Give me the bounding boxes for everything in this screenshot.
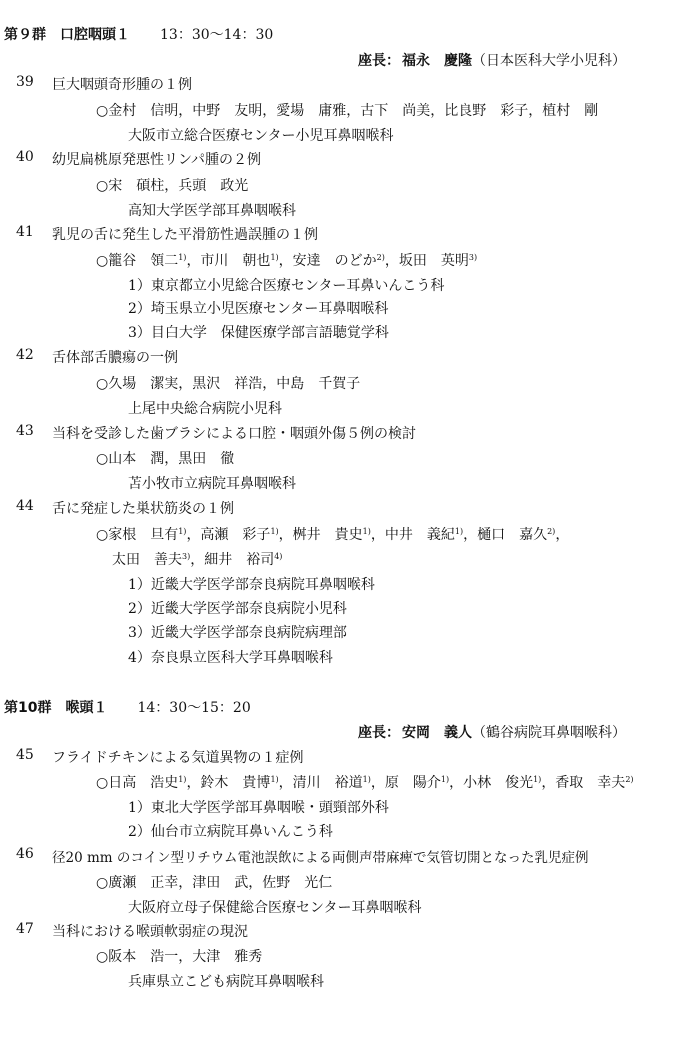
paper-authors: ○宋 碩柱，兵頭 政光 (96, 178, 249, 194)
paper-title: 当科における喉頭軟弱症の現況 (52, 924, 248, 940)
paper-number: 41 (16, 224, 34, 240)
chair-name: 安岡 義人 (402, 725, 472, 741)
paper-authors: 太田 善夫$^{3)}$，細井 裕司$^{4)}$ (112, 552, 283, 568)
paper-number: 42 (16, 347, 34, 363)
paper-affiliation: 1）東北大学医学部耳鼻咽喉・頭頸部外科 (128, 800, 389, 816)
paper-title: 乳児の舌に発生した平滑筋性過誤腫の１例 (52, 227, 318, 243)
chair-label: 座長： (358, 725, 400, 741)
paper-affiliation: 2）近畿大学医学部奈良病院小児科 (128, 601, 347, 617)
session-title: 口腔咽頭１ (60, 27, 130, 43)
paper-authors: ○日高 浩史$^{1)}$，鈴木 貴博$^{1)}$，清川 裕道$^{1)}$，原 陽介$^{1)}$，小林 俊光$^{1)}$，香取 幸夫$^{2)}$ (96, 775, 634, 791)
paper-affiliation: 大阪府立母子保健総合医療センター耳鼻咽喉科 (128, 900, 422, 916)
chairperson (358, 50, 626, 70)
chair-affiliation: （鶴谷病院耳鼻咽喉科） (472, 725, 626, 741)
paper-number: 46 (16, 846, 34, 862)
paper-affiliation: 大阪市立総合医療センター小児耳鼻咽喉科 (128, 128, 394, 144)
paper-affiliation: 兵庫県立こども病院耳鼻咽喉科 (128, 974, 324, 990)
paper-authors: ○金村 信明，中野 友明，愛場 庸雅，古下 尚美，比良野 彩子，植村 剛 (96, 103, 599, 119)
paper-number: 45 (16, 747, 34, 763)
session-group: 第９群 (4, 27, 46, 43)
paper-affiliation: 苫小牧市立病院耳鼻咽喉科 (128, 476, 296, 492)
paper-title: 舌に発症した巣状筋炎の１例 (52, 501, 234, 517)
paper-affiliation: 1）近畿大学医学部奈良病院耳鼻咽喉科 (128, 577, 375, 593)
paper-number: 43 (16, 423, 34, 439)
session-time: 13：30〜14：30 (160, 27, 274, 43)
paper-authors: ○山本 潤，黒田 徹 (96, 451, 235, 467)
session-group: 第10群 (4, 700, 52, 716)
chair-name: 福永 慶隆 (402, 53, 472, 69)
paper-title: 径20 mm のコイン型リチウム電池誤飲による両側声帯麻痺で気管切開となった乳児症例 (52, 850, 589, 866)
paper-affiliation: 上尾中央総合病院小児科 (128, 401, 282, 417)
paper-title: 幼児扁桃原発悪性リンパ腫の２例 (52, 152, 262, 168)
chairperson (358, 722, 626, 742)
paper-affiliation: 3）目白大学 保健医療学部言語聴覚学科 (128, 325, 389, 341)
paper-number: 47 (16, 921, 34, 937)
session-time: 14：30〜15：20 (137, 700, 251, 716)
session-header (4, 24, 273, 44)
paper-authors: ○籠谷 領二$^{1)}$，市川 朝也$^{1)}$，安達 のどか$^{2)}$，坂田 英明$^{3)}$ (96, 253, 478, 269)
paper-affiliation: 3）近畿大学医学部奈良病院病理部 (128, 625, 347, 641)
paper-affiliation: 4）奈良県立医科大学耳鼻咽喉科 (128, 650, 333, 666)
paper-authors: ○廣瀬 正幸，津田 武，佐野 光仁 (96, 875, 333, 891)
session-header (4, 697, 251, 717)
paper-authors: ○久場 潔実，黒沢 祥浩，中島 千賀子 (96, 376, 361, 392)
paper-title: フライドチキンによる気道異物の１症例 (52, 750, 304, 766)
paper-number: 39 (16, 74, 34, 90)
chair-affiliation: （日本医科大学小児科） (472, 53, 626, 69)
paper-number: 40 (16, 149, 34, 165)
paper-title: 巨大咽頭奇形腫の１例 (52, 77, 192, 93)
paper-affiliation: 高知大学医学部耳鼻咽喉科 (128, 203, 296, 219)
paper-title: 舌体部舌膿瘍の一例 (52, 350, 178, 366)
paper-authors: ○家根 旦有$^{1)}$，高瀬 彩子$^{1)}$，桝井 貴史$^{1)}$，中井 義紀$^{1)}$，樋口 嘉久$^{2)}$， (96, 527, 570, 543)
paper-title: 当科を受診した歯ブラシによる口腔・咽頭外傷５例の検討 (52, 426, 416, 442)
session-title: 喉頭１ (65, 700, 108, 716)
paper-affiliation: 2）埼玉県立小児医療センター耳鼻咽喉科 (128, 301, 389, 317)
chair-label: 座長： (358, 53, 400, 69)
paper-affiliation: 2）仙台市立病院耳鼻いんこう科 (128, 824, 333, 840)
paper-affiliation: 1）東京都立小児総合医療センター耳鼻いんこう科 (128, 278, 445, 294)
paper-number: 44 (16, 498, 34, 514)
paper-authors: ○阪本 浩一，大津 雅秀 (96, 949, 263, 965)
